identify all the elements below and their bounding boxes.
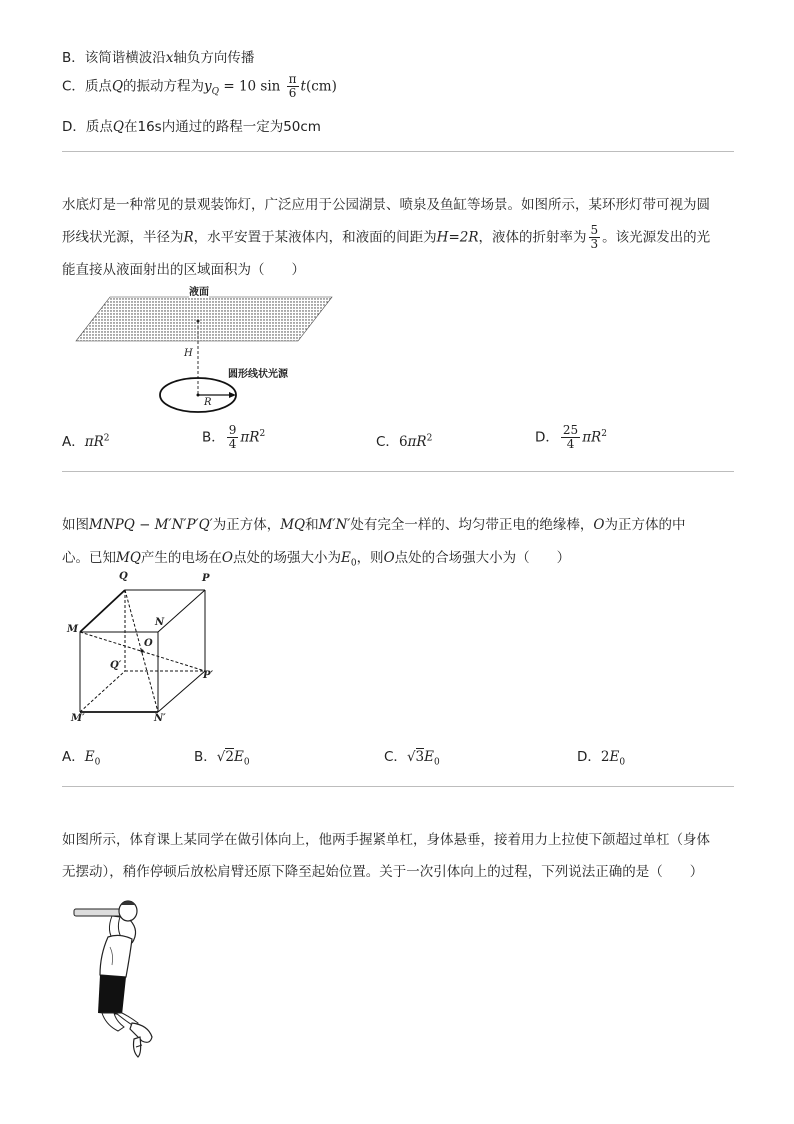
light-question-line-2: 形线状光源，半径为R，水平安置于某液体内，和液面的间距为H=2R，液体的折射率为 $\frac{5}{3}$ 。该光源发出的光 (62, 223, 711, 251)
light-source-figure (74, 283, 336, 415)
cube-option-c[interactable]: C．$√3E_0$ (384, 749, 440, 768)
r-label: R (204, 397, 212, 408)
h-label: H (184, 348, 193, 359)
cube-question-line-1: 如图MNPQ − M′N′P′Q′为正方体，MQ和M′N′处有完全一样的、均匀带正电的绝缘棒，O为正方体的中 (62, 517, 686, 533)
pullup-question-line-1: 如图所示，体育课上某同学在做引体向上，他两手握紧单杠，身体悬垂，接着用力上拉使下颌超过单杠（身体 (62, 832, 710, 848)
pi-over-6-fraction: $\frac{\pi}{6}$ (288, 72, 297, 100)
light-option-c[interactable]: C．$6\pi R^2$ (376, 433, 433, 450)
light-question-line-1: 水底灯是一种常见的景观装饰灯，广泛应用于公园湖景、喷泉及鱼缸等场景。如图所示，某环形灯带可视为圆 (62, 197, 710, 213)
label-m: M (67, 624, 79, 635)
cube-question-line-2: 心。已知MQ产生的电场在O点处的场强大小为$E_0$，则O点处的合场强大小为（ ） (62, 550, 571, 569)
option-c-prev[interactable]: C．质点Q的振动方程为$y_Q = 10$ sin $\frac{\pi}{6}$ t(cm) (62, 72, 337, 100)
divider (62, 471, 734, 472)
label-q: Q (119, 571, 128, 582)
label-n: N (155, 617, 165, 628)
pullup-athlete-illustration (70, 895, 170, 1065)
cube-option-d[interactable]: D．$2E_0$ (577, 749, 626, 768)
label-q-prime: Q′ (110, 660, 122, 671)
cube-option-a[interactable]: A．$E_0$ (62, 749, 101, 768)
liquid-surface (76, 297, 332, 341)
light-question-line-3: 能直接从液面射出的区域面积为（ ） (62, 262, 305, 278)
divider (62, 151, 734, 152)
option-b-prev[interactable]: B．该简谐横波沿x轴负方向传播 (62, 50, 255, 66)
label-n-prime: N′ (154, 713, 166, 724)
label-p-prime: P′ (203, 670, 214, 681)
surface-label: 液面 (189, 283, 209, 298)
option-d-prev[interactable]: D．质点Q在16s内通过的路程一定为50cm (62, 119, 321, 135)
divider (62, 786, 734, 787)
light-option-b[interactable]: B． $\frac{9}{4}$ $\pi R^2$ (202, 423, 266, 451)
light-option-d[interactable]: D． $\frac{25}{4}$ $\pi R^2$ (535, 423, 607, 451)
label-p: P (202, 573, 210, 584)
source-label: 圆形线状光源 (228, 369, 288, 380)
cube-option-b[interactable]: B．$√2E_0$ (194, 749, 250, 768)
label-o: O (144, 638, 153, 649)
cube-figure (64, 570, 224, 730)
pullup-question-line-2: 无摆动），稍作停顿后放松肩臂还原下降至起始位置。关于一次引体向上的过程，下列说法正确的是（ ） (62, 864, 704, 880)
label-m-prime: M′ (71, 713, 85, 724)
light-option-a[interactable]: A．$\pi R^2$ (62, 433, 110, 450)
refractive-index-fraction: $\frac{5}{3}$ (590, 223, 599, 251)
